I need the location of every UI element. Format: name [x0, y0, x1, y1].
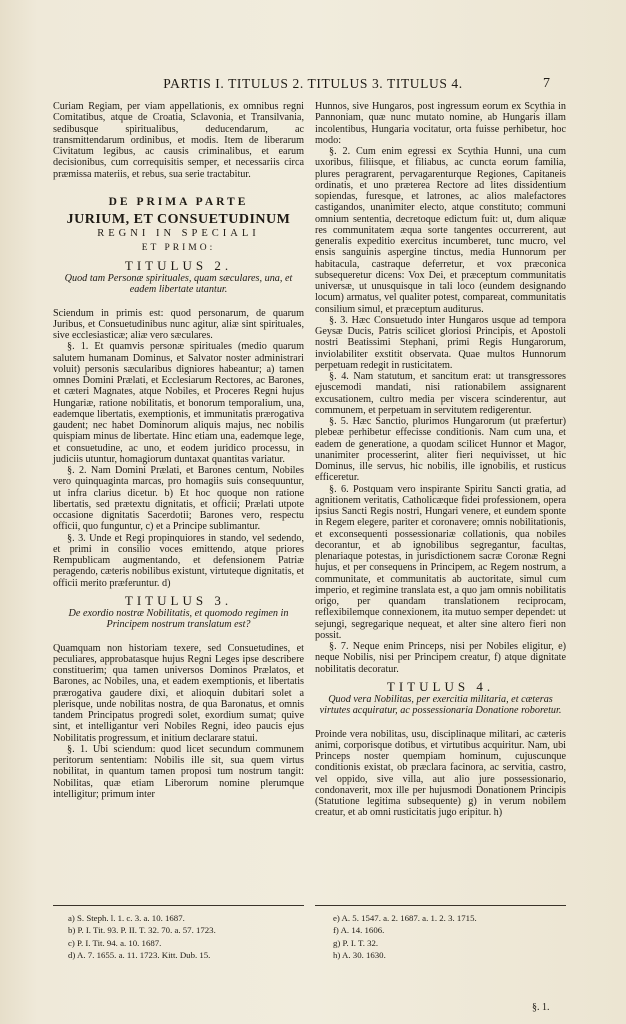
part-heading-main: JURIUM, ET CONSUETUDINUM — [66, 212, 291, 227]
part-heading: DE PRIMA PARTE — [108, 195, 249, 208]
part-heading-primo: ET PRIMO: — [141, 242, 216, 253]
titulus-3-section-6: §. 6. Postquam vero inspirante Spiritu Sancti gratia, ad agnitionem veritatis, Catholicæque fidei professionem, opera ipsius Sancti Regis nostri, Hungari venere, et eundem sponte in Regem elegere, pariter et coronavere; omnis nobilitationis, et exconsequenti possessionariæ collationis, qua nobiles decorantur, et ab ignobilibus segregantur, facultas, plenariaque potestas, in jurisdictionem sacræ Coronæ Regni hujus, et per consequens in Principem, ac Regem nostrum, a communitate, et communitatis ab auctoritate, simul cum imperio, et regimine translata est, a quo jam omnis nobilitatis origo, per quandam translationem reciprocam, reflexibilemque connexionem, ita mutuo semper dependet: ut sejungi, segregarique nequeat, et alter sine altero fieri non possit. — [315, 483, 566, 641]
footnote: f) A. 14. 1606. — [333, 925, 385, 936]
catchword: §. 1. — [532, 1002, 550, 1013]
page-header — [0, 76, 626, 96]
footnote: a) S. Steph. l. 1. c. 3. a. 10. 1687. — [68, 913, 185, 923]
part-heading-sub: REGNI IN SPECIALI — [97, 228, 260, 240]
footnote: c) P. I. Tit. 94. a. 10. 1687. — [68, 937, 162, 948]
footnotes-right — [333, 912, 563, 961]
footnote: d) A. 7. 1655. a. 11. 1723. Kitt. Dub. 15. — [68, 949, 211, 960]
titulus-3-section-1: §. 1. Ubi sciendum: quod licet secundum communem peritorum sententiam: Nobilis ille sit, sua quem virtus nobilitat, in quantum tamen proposi tum nostrum tangit: Nobilitas, quæ etiam Liberorum nomine plerumque intelligitur; primum inter — [53, 743, 304, 800]
footnote: h) A. 30. 1630. — [333, 949, 386, 960]
titulus-4-intro: Proinde vera nobilitas, usu, disciplinaque militari, ac cæteris animi, corporisque dotibus, et virtutibus acquiritur. Nam, ubi Princeps noster quempiam hominum, cujuscunque conditionis existat, ob præclara facinora, ac servitia, castro, vel oppido, sive villa, aut alio jure possessionario, condonaverit, mox ille per hujusmodi Donationem Principis (Statutione legitima subsequente) g) in verum nobilem creatur, et ab omni rusticitatis jugo eripitur. h) — [315, 728, 566, 819]
right-column — [315, 101, 566, 819]
titulus-2-subtitle: Quod tam Personæ spirituales, quam sæculares, una, et eadem libertate utantur. — [64, 273, 293, 296]
titulus-3-section-3: §. 3. Hæc Consuetudo inter Hungaros usque ad tempora Geysæ Ducis, Patris scilicet gloriosi Principis, et Apostoli nostri Beatissimi Stephani, primi Regis Hungarorum, inviolabiliter exstitit observata. Quae multos Hunnorum perpetuam redegit in rusticitatem. — [315, 314, 566, 371]
titulus-3-subtitle: De exordio nostræ Nobilitatis, et quomodo regimen in Principem nostrum translatum est? — [68, 608, 289, 631]
titulus-3-continuation: Hunnos, sive Hungaros, post ingressum eorum ex Scythia in Pannoniam, quæ nunc mutato nomine, ab Hungaris illam incolentibus, Hungaria vocitatur, orta fuisse perhibetur, hoc modo: — [315, 101, 566, 146]
titulus-3-section-2: §. 2. Cum enim egressi ex Scythia Hunni, una cum uxoribus, filiisque, et filiabus, ac cuncta eorum familia, plures peragrarent, pervagarenturque Regiones, Capitaneis ordinatis, et uno præterea Rectore ad lites dissidentium sopiendas, furesque, et latrones, ac alios malefactores castigandos, unanimiter electo, atque constituto; communi omnium sententia, decretoque edictum fuit: ut, dum aliquæ res communitatem æqua sorte tangentes occurrerent, aut generalis expeditio exercitus incumberet, tunc mucro, vel ensis sanguinis aspergine tinctus, media Hunnorum per habitacula, castraque deferretur, et vox præconica subsequeretur dicens: Vox Dei, et præceptum communitatis universæ, ut unusquisque in tali loco (eundem designando locum) armatus, vel qualiter potest, compareat, communitatis consilium simul, et præceptum auditurus. — [315, 146, 566, 315]
titulus-4-subtitle: Quod vera Nobilitas, per exercitia militaria, et cæteras virtutes acquiratur, ac possessionaria Donatione roboretur. — [319, 694, 562, 717]
opening-paragraph: Curiam Regiam, per viam appellationis, ex omnibus regni Comitatibus, atque de Croatia, Sclavonia, et Transilvania, sedibusque spiritualibus, deducendarum, ac transmittendarum ordinibus, et modis. Item de liberarum Civitatum legibus, ac causis criminalibus, et earum decisionibus, cum correquisitis semper, et necessariis circa præmissa materiis, et rebus, sua serie tractabitur. — [53, 101, 304, 180]
running-title: PARTIS I. TITULUS 2. TITULUS 3. TITULUS 4. — [163, 76, 463, 91]
titulus-2-section-3: §. 3. Unde et Regi propinquiores in stando, vel sedendo, et primi in consilio voces emittendo, atque priores Rempublicam augmentando, et defensionem Patriæ peragendo, cæteris nobilibus existunt, virtuteque dignitatis, et officii merito præferuntur. d) — [53, 532, 304, 589]
footnote: b) P. I. Tit. 93. P. II. T. 32. 70. a. 57. 1723. — [68, 925, 216, 936]
titulus-2-section-1: §. 1. Et quamvis personæ spirituales (medio quarum salutem humanam Dominus, et Salvator noster administrari voluit) personis sæcularibus digniores habeantur; a) tamen omnes Domini Prælati, et Ecclesiarum Rectores, ac Barones, et cæteri Magnates, atque Nobiles, et Proceres Regni hujus Hungariæ, ratione nobilitatis, et bonorum temporalium, una, eademque libertatis, exemptionis, et immunitatis prærogativa gaudent; nec habet Dominorum aliquis majus, nec nobilis quispiam minus de libertate. Hinc etiam una, eademque lege, et consuetudine, ac uno, et eodem juridico processu, in judiciis utuntur, homagiorum duntaxat quantitas variatur. — [53, 341, 304, 465]
titulus-2-section-2: §. 2. Nam Domini Prælati, et Barones centum, Nobiles vero quinquaginta marcas, pro homagiis suis consequuntur, ut infra clarius dicetur. b) Et hoc quoque non ratione libertatis, sed prætextu dignitatis, et officii; Prælati utpote occasione dignitatis Sacerdotii; Barones vero, respectu officii, quo funguntur, c) et a Principe sublimantur. — [53, 465, 304, 533]
left-column — [53, 101, 304, 800]
titulus-2-heading: TITULUS 2. — [124, 257, 233, 273]
footnote-rule-right — [315, 905, 566, 906]
titulus-3-intro: Quamquam non historiam texere, sed Consuetudines, et peculiares, approbatasque hujus Regni Leges ipse describere constituerim; qua tamen universos Dominos Prælatos, et Barones, ac Nobiles, una, et eadem exemptionis, et libertatis prærogativa gaudere dixi, et alioquin dubitari solet a plerisque, unde nobilitas nostra, de qua Baronatus, et omnis tandem Principatus progredi solet, exordium sumat; quive sint, et intelligantur veri Nobiles Regni, ideo paucis ejus Nobilitatis progressum, et initium declarare statui. — [53, 642, 304, 744]
footnote: g) P. I. T. 32. — [333, 937, 379, 948]
titulus-3-section-7: §. 7. Neque enim Princeps, nisi per Nobiles eligitur, e) neque Nobilis, nisi per Principem creatur, f) atque dignitate nobilitatis decoratur. — [315, 641, 566, 675]
titulus-3-section-4: §. 4. Nam statutum, et sancitum erat: ut transgressores ejuscemodi mandati, nisi rationabilem assignarent excusationem, cultro media per viscera scinderentur, aut communem, et perpetuam in servitutem redigerentur. — [315, 371, 566, 416]
titulus-3-section-5: §. 5. Hæc Sanctio, plurimos Hungarorum (ut præfertur) plebeæ perhibetur effecisse conditionis. Nam cum una, et eadem de generatione, a quodam scilicet Hunnor et Magor, unanimiter processerint, aliter fieri nequivisset, ut hic Dominus, ille servus, hic nobilis, ille ignobilis, et rusticus efficeretur. — [315, 416, 566, 484]
titulus-2-intro: Sciendum in primis est: quod personarum, de quarum Juribus, et Consuetudinibus nunc agitur, aliæ sint spirituales, sive ecclesiasticæ; aliæ vero sæculares. — [53, 307, 304, 341]
titulus-3-heading: TITULUS 3. — [124, 592, 233, 608]
titulus-4-heading: TITULUS 4. — [386, 678, 495, 694]
page-number: 7 — [543, 76, 550, 91]
footnotes-left — [68, 912, 298, 961]
footnote-rule-left — [53, 905, 304, 906]
footnote: e) A. 5. 1547. a. 2. 1687. a. 1. 2. 3. 1715. — [333, 913, 477, 923]
